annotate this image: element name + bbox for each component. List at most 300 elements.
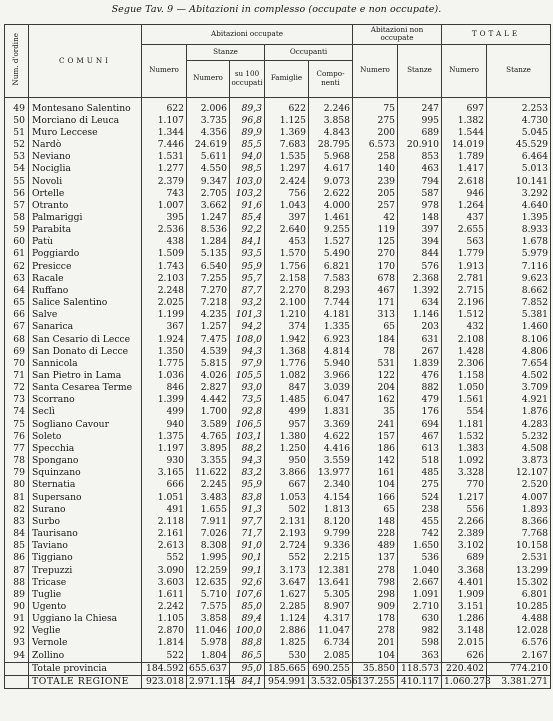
cell: 49 [5, 103, 29, 115]
cell: 556 [442, 504, 487, 516]
cell: 205 [353, 188, 398, 200]
cell: 3.559 [309, 455, 353, 467]
cell: 7.218 [187, 297, 230, 309]
cell: 1.007 [142, 200, 187, 212]
cell: 7.768 [487, 528, 551, 540]
cell: 4.640 [487, 200, 551, 212]
cell: 241 [353, 419, 398, 431]
cell: 1.570 [265, 248, 309, 260]
cell: 2.520 [487, 479, 551, 491]
cell: 1.040 [398, 565, 442, 577]
cell: 2.215 [309, 552, 353, 564]
cell: 95,7 [230, 273, 265, 285]
cell: 3.589 [187, 419, 230, 431]
cell: 697 [442, 103, 487, 115]
cell: 3.662 [187, 200, 230, 212]
cell: 4.765 [187, 431, 230, 443]
cell: Taviano [29, 540, 142, 552]
table-row [5, 406, 551, 418]
table-row [5, 358, 551, 370]
cell: 847 [265, 382, 309, 394]
header-occ-stanze: Stanze [187, 44, 265, 60]
cell: 7.270 [187, 285, 230, 297]
cell: 93,5 [230, 248, 265, 260]
cell: 8.293 [309, 285, 353, 297]
cell: Trepuzzi [29, 565, 142, 577]
cell: 4.181 [309, 309, 353, 321]
cell: 20.910 [398, 139, 442, 151]
cell: 85,0 [230, 601, 265, 613]
cell: 1.105 [142, 613, 187, 625]
table-row [5, 516, 551, 528]
cell: 89,4 [230, 613, 265, 625]
cell: 8.536 [187, 224, 230, 236]
cell: 68 [5, 334, 29, 346]
cell: 122 [353, 370, 398, 382]
cell: 1.839 [398, 358, 442, 370]
cell: 247 [398, 103, 442, 115]
cell: 5.381 [487, 309, 551, 321]
cell: 1.335 [309, 321, 353, 333]
cell: 88,2 [230, 443, 265, 455]
cell: 5.232 [487, 431, 551, 443]
cell: 1.368 [265, 346, 309, 358]
cell: 1.344 [142, 127, 187, 139]
cell: Nociglia [29, 163, 142, 175]
header-componenti: Compo-nenti [309, 60, 353, 97]
cell: 93,2 [230, 297, 265, 309]
table-row [5, 273, 551, 285]
cell: 5.710 [187, 589, 230, 601]
cell: 57 [5, 200, 29, 212]
table-row [5, 151, 551, 163]
cell: 170 [353, 261, 398, 273]
cell: 67 [5, 321, 29, 333]
cell: 1.217 [442, 492, 487, 504]
cell: 55 [5, 176, 29, 188]
cell: 11.047 [309, 625, 353, 637]
cell: San Donato di Lecce [29, 346, 142, 358]
table-row [5, 419, 551, 431]
cell: 11.622 [187, 467, 230, 479]
cell: 84,1 [230, 675, 265, 688]
cell: 634 [398, 297, 442, 309]
cell: 2.131 [265, 516, 309, 528]
cell: 4.442 [187, 394, 230, 406]
cell: 2.613 [142, 540, 187, 552]
cell: 9.799 [309, 528, 353, 540]
cell: 4.508 [487, 443, 551, 455]
cell: 5.013 [487, 163, 551, 175]
cell: 92,6 [230, 577, 265, 589]
cell: 73 [5, 394, 29, 406]
cell: 125 [353, 236, 398, 248]
cell: 410.117 [398, 675, 442, 688]
table-row [5, 443, 551, 455]
table-row [5, 370, 551, 382]
cell: 105,5 [230, 370, 265, 382]
cell: 2.103 [142, 273, 187, 285]
cell: 4.622 [309, 431, 353, 443]
cell: 2.618 [442, 176, 487, 188]
table-row [5, 115, 551, 127]
cell: 93,0 [230, 382, 265, 394]
table-row [5, 625, 551, 637]
table-row [5, 479, 551, 491]
cell: 45.529 [487, 139, 551, 151]
cell: 1.509 [142, 248, 187, 260]
table-row [5, 540, 551, 552]
cell: 598 [398, 637, 442, 649]
cell: 80 [5, 479, 29, 491]
cell: 1.395 [487, 212, 551, 224]
cell: Muro Leccese [29, 127, 142, 139]
cell: 7.852 [487, 297, 551, 309]
cell: Salve [29, 309, 142, 321]
cell: 491 [142, 504, 187, 516]
cell: 2.971.154 [187, 675, 230, 688]
header-famiglie: Famiglie [265, 60, 309, 97]
cell: 275 [398, 479, 442, 491]
cell: 11.046 [187, 625, 230, 637]
cell: 485 [398, 467, 442, 479]
cell: 5.968 [309, 151, 353, 163]
cell: 97,9 [230, 358, 265, 370]
cell: 267 [398, 346, 442, 358]
cell: 2.025 [142, 297, 187, 309]
cell: 4.921 [487, 394, 551, 406]
cell: 50 [5, 115, 29, 127]
cell: 5.135 [187, 248, 230, 260]
cell: 1.655 [187, 504, 230, 516]
cell: 97,7 [230, 516, 265, 528]
cell: 3.148 [442, 625, 487, 637]
cell: Patù [29, 236, 142, 248]
cell: 1.678 [487, 236, 551, 248]
cell: 96,8 [230, 115, 265, 127]
cell: 1.485 [265, 394, 309, 406]
cell: 148 [353, 516, 398, 528]
cell: Zollino [29, 650, 142, 663]
cell: 157 [353, 431, 398, 443]
cell: 5.611 [187, 151, 230, 163]
table-row [5, 637, 551, 649]
cell: 35.850 [353, 662, 398, 675]
cell: 1.091 [398, 589, 442, 601]
cell: 78 [353, 346, 398, 358]
cell: 930 [142, 455, 187, 467]
cell: 85,5 [230, 139, 265, 151]
table-row [5, 504, 551, 516]
cell [5, 675, 29, 688]
cell: 103,1 [230, 431, 265, 443]
table-row [5, 224, 551, 236]
cell: 1.428 [442, 346, 487, 358]
cell: Montesano Salentino [29, 103, 142, 115]
cell: Scorrano [29, 394, 142, 406]
cell: 524 [398, 492, 442, 504]
cell: 2.270 [265, 285, 309, 297]
cell: Supersano [29, 492, 142, 504]
cell: Poggiardo [29, 248, 142, 260]
cell: 3.532.056 [309, 675, 353, 688]
cell: 4.026 [187, 370, 230, 382]
cell: 106,5 [230, 419, 265, 431]
cell: 1.627 [265, 589, 309, 601]
table-row [5, 601, 551, 613]
cell: 1.125 [265, 115, 309, 127]
cell: 95,0 [230, 662, 265, 675]
cell: 35 [353, 406, 398, 418]
cell: 1.350 [142, 346, 187, 358]
cell: 530 [265, 650, 309, 663]
cell: 3.858 [187, 613, 230, 625]
header-ordine: Num. d'ordine [5, 25, 29, 98]
cell: 58 [5, 212, 29, 224]
cell: 278 [353, 565, 398, 577]
cell: 1.124 [265, 613, 309, 625]
cell: 3.483 [187, 492, 230, 504]
cell: 86,5 [230, 650, 265, 663]
cell: 531 [353, 358, 398, 370]
cell: 1.813 [309, 504, 353, 516]
cell: 2.193 [265, 528, 309, 540]
cell: 397 [265, 212, 309, 224]
cell: 2.710 [398, 601, 442, 613]
cell: 1.051 [142, 492, 187, 504]
header-stanze-numero: Numero [187, 60, 230, 97]
cell: 622 [265, 103, 309, 115]
cell: 2.827 [187, 382, 230, 394]
cell: 13.299 [487, 565, 551, 577]
cell: San Pietro in Lama [29, 370, 142, 382]
cell: 694 [398, 419, 442, 431]
cell: 798 [353, 577, 398, 589]
cell: 1.461 [309, 212, 353, 224]
cell: 78 [5, 455, 29, 467]
totale-regione-row [5, 675, 551, 688]
cell: 1.197 [142, 443, 187, 455]
cell: 743 [142, 188, 187, 200]
cell: Uggiano la Chiesa [29, 613, 142, 625]
cell: 63 [5, 273, 29, 285]
cell: 1.532 [442, 431, 487, 443]
cell: 83,2 [230, 467, 265, 479]
cell: 2.118 [142, 516, 187, 528]
cell: 1.544 [442, 127, 487, 139]
header-su100: su 100 occupati [230, 60, 265, 97]
cell: 118.573 [398, 662, 442, 675]
cell: 4.401 [442, 577, 487, 589]
cell: 89,9 [230, 127, 265, 139]
cell: 463 [398, 163, 442, 175]
cell: 552 [142, 552, 187, 564]
cell: 394 [398, 236, 442, 248]
cell: 1.942 [265, 334, 309, 346]
cell: 1.210 [265, 309, 309, 321]
cell: Palmariggi [29, 212, 142, 224]
cell: 89 [5, 589, 29, 601]
cell: 756 [265, 188, 309, 200]
cell: 107,6 [230, 589, 265, 601]
cell: Sanarica [29, 321, 142, 333]
cell: 65 [353, 504, 398, 516]
cell: 2.724 [265, 540, 309, 552]
cell: 71 [5, 370, 29, 382]
cell: 4.416 [309, 443, 353, 455]
cell: 2.655 [442, 224, 487, 236]
cell: 7.683 [265, 139, 309, 151]
cell: 946 [442, 188, 487, 200]
cell: Surbo [29, 516, 142, 528]
cell: 4.235 [187, 309, 230, 321]
cell: 2.246 [309, 103, 353, 115]
cell: 84 [5, 528, 29, 540]
cell: 184.592 [142, 662, 187, 675]
table-row [5, 346, 551, 358]
cell: 2.368 [398, 273, 442, 285]
table-row [5, 163, 551, 175]
cell: 1.264 [442, 200, 487, 212]
cell: 1.092 [442, 455, 487, 467]
cell: 432 [442, 321, 487, 333]
cell: 499 [142, 406, 187, 418]
cell: 1.417 [442, 163, 487, 175]
cell: 1.036 [142, 370, 187, 382]
cell: 148 [398, 212, 442, 224]
cell: San Cesario di Lecce [29, 334, 142, 346]
cell: 5.045 [487, 127, 551, 139]
table-row [5, 236, 551, 248]
cell: Neviano [29, 151, 142, 163]
cell: 853 [398, 151, 442, 163]
cell: 6.047 [309, 394, 353, 406]
cell: 2.715 [442, 285, 487, 297]
cell: 1.060.273 [442, 675, 487, 688]
cell: Santa Cesarea Terme [29, 382, 142, 394]
cell: 75 [5, 419, 29, 431]
cell: 9.073 [309, 176, 353, 188]
header-non-occupate: Abitazioni non occupate [353, 25, 442, 45]
table-row [5, 589, 551, 601]
cell: 228 [353, 528, 398, 540]
table-row [5, 577, 551, 589]
cell: 1.700 [187, 406, 230, 418]
cell: 2.536 [142, 224, 187, 236]
cell: 92 [5, 625, 29, 637]
cell: 12.107 [487, 467, 551, 479]
cell: 630 [398, 613, 442, 625]
cell: 479 [398, 394, 442, 406]
cell: 8.106 [487, 334, 551, 346]
cell: 3.039 [309, 382, 353, 394]
cell: 93 [5, 637, 29, 649]
cell: 101,3 [230, 309, 265, 321]
cell: 467 [353, 285, 398, 297]
cell: 1.250 [265, 443, 309, 455]
cell: 85,4 [230, 212, 265, 224]
cell: 1.776 [265, 358, 309, 370]
cell: 95,9 [230, 261, 265, 273]
table-row [5, 103, 551, 115]
table-row [5, 127, 551, 139]
cell: Specchia [29, 443, 142, 455]
cell: Seclì [29, 406, 142, 418]
cell: 2.886 [265, 625, 309, 637]
cell: 3.151 [442, 601, 487, 613]
cell: 86 [5, 552, 29, 564]
cell: 2.161 [142, 528, 187, 540]
cell: 8.366 [487, 516, 551, 528]
cell: 2.006 [187, 103, 230, 115]
cell: 104 [353, 650, 398, 663]
cell: 90,1 [230, 552, 265, 564]
cell: 72 [5, 382, 29, 394]
cell: 66 [5, 309, 29, 321]
cell: 476 [398, 370, 442, 382]
cell: 770 [442, 479, 487, 491]
cell [5, 662, 29, 675]
table-row [5, 492, 551, 504]
cell: 3.102 [442, 540, 487, 552]
cell: 92,2 [230, 224, 265, 236]
cell: 9.623 [487, 273, 551, 285]
cell: 2.781 [442, 273, 487, 285]
cell: 522 [142, 650, 187, 663]
cell: 4.154 [309, 492, 353, 504]
cell: 4.806 [487, 346, 551, 358]
cell: Racale [29, 273, 142, 285]
cell: Soleto [29, 431, 142, 443]
cell: 613 [398, 443, 442, 455]
cell: 203 [398, 321, 442, 333]
cell: 957 [265, 419, 309, 431]
header-non-numero: Numero [353, 44, 398, 97]
cell: 667 [265, 479, 309, 491]
cell: 2.266 [442, 516, 487, 528]
cell: 74 [5, 406, 29, 418]
cell: 15.302 [487, 577, 551, 589]
cell: 1.512 [442, 309, 487, 321]
cell: 3.292 [487, 188, 551, 200]
cell: 7.116 [487, 261, 551, 273]
cell: 220.402 [442, 662, 487, 675]
cell: 631 [398, 334, 442, 346]
cell: 2.340 [309, 479, 353, 491]
cell: Vernole [29, 637, 142, 649]
cell: 1.146 [398, 309, 442, 321]
cell: 83,8 [230, 492, 265, 504]
cell: 690.255 [309, 662, 353, 675]
cell: Ortelle [29, 188, 142, 200]
cell: 184 [353, 334, 398, 346]
cell: 2.389 [442, 528, 487, 540]
cell: 64 [5, 285, 29, 297]
cell: 954.991 [265, 675, 309, 688]
cell: 7.744 [309, 297, 353, 309]
table-row [5, 394, 551, 406]
cell: 77 [5, 443, 29, 455]
cell: 2.531 [487, 552, 551, 564]
cell: Ugento [29, 601, 142, 613]
cell: 940 [142, 419, 187, 431]
cell: 1.053 [265, 492, 309, 504]
cell: 104 [353, 479, 398, 491]
cell: 8.907 [309, 601, 353, 613]
cell: 13.641 [309, 577, 353, 589]
cell: 9.347 [187, 176, 230, 188]
cell: 499 [265, 406, 309, 418]
